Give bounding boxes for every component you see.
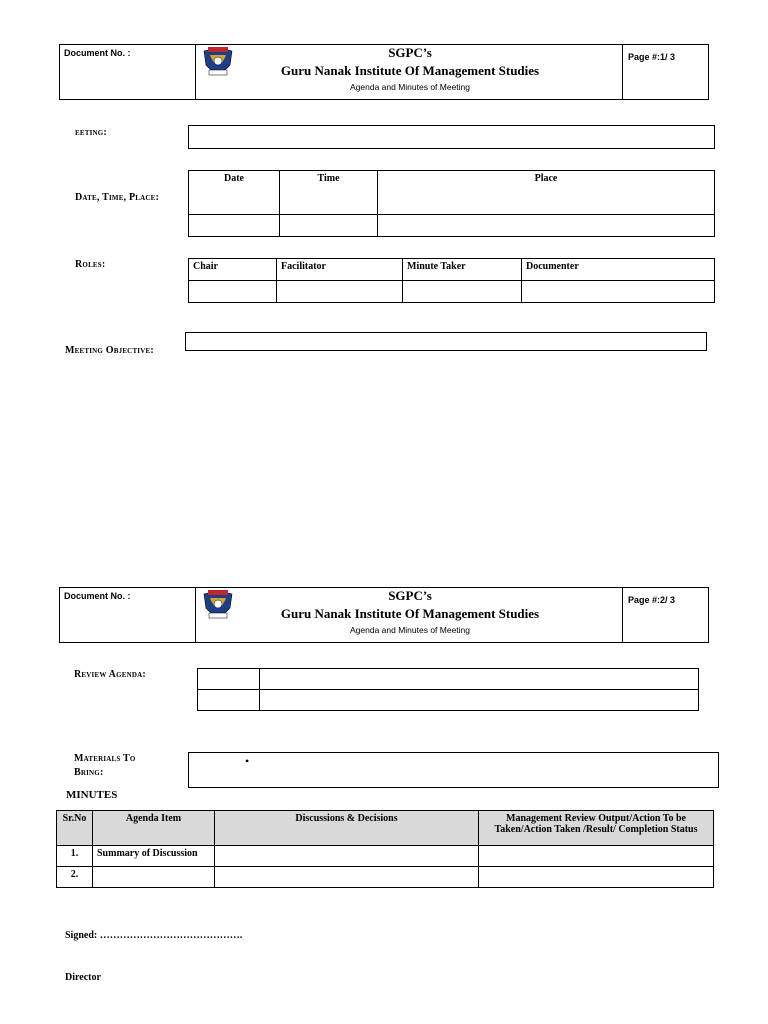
agenda-item-cell[interactable] [93,867,215,888]
page-no-cell [622,588,708,642]
org-line1: SGPC’s [388,45,432,60]
agenda-item-header: Agenda Item [93,811,215,846]
minute-taker-field[interactable] [403,281,522,303]
review-agenda-label: Review Agenda: [74,669,146,680]
documenter-field[interactable] [522,281,715,303]
date-header: Date [189,171,280,215]
sr-no-cell: 1. [57,846,93,867]
review-agenda-no-field[interactable] [198,669,260,690]
table-row [57,867,714,888]
sr-no-header: Sr.No [57,811,93,846]
discussion-cell[interactable] [215,846,479,867]
doc-no-cell [60,588,196,642]
time-header: Time [280,171,378,215]
date-time-place-table [188,170,715,237]
review-agenda-no-field[interactable] [198,690,260,711]
minute-taker-header: Minute Taker [403,259,522,281]
discussions-header: Discussions & Decisions [215,811,479,846]
form-title: Agenda and Minutes of Meeting [349,82,471,92]
meeting-field[interactable] [188,125,715,149]
sr-no-cell: 2. [57,867,93,888]
meeting-label: eeting: [75,127,107,138]
page1-header [59,44,709,100]
form-title: Agenda and Minutes of Meeting [349,625,471,635]
materials-label-line1: Materials To [74,753,136,764]
facilitator-field[interactable] [277,281,403,303]
place-field[interactable] [378,215,715,237]
doc-no-label: Document No. : [64,48,131,58]
facilitator-header: Facilitator [277,259,403,281]
roles-table [188,258,715,303]
page-no-label: Page #:1/ 3 [628,52,676,62]
page-no-label: Page #:2/ 3 [628,595,676,605]
signed-line: Signed: ……………………………………. [65,930,243,941]
org-line2: Guru Nanak Institute Of Management Studies [280,63,540,78]
doc-no-label: Document No. : [64,591,131,601]
materials-bullet: • [245,754,250,768]
org-line1: SGPC’s [388,588,432,603]
review-agenda-table [197,668,699,711]
meeting-objective-label: Meeting Objective: [65,345,154,356]
materials-label-line2: Bring: [74,767,104,778]
agenda-item-cell[interactable]: Summary of Discussion [93,846,215,867]
doc-no-cell [60,45,196,99]
review-agenda-item-field[interactable] [260,690,699,711]
roles-label: Roles: [75,259,106,270]
minutes-table [56,810,714,888]
chair-field[interactable] [189,281,277,303]
materials-field[interactable] [188,752,719,788]
place-header: Place [378,171,715,215]
review-agenda-item-field[interactable] [260,669,699,690]
table-row [57,846,714,867]
output-header: Management Review Output/Action To be Taken/Action Taken /Result/ Completion Status [479,811,714,846]
discussion-cell[interactable] [215,867,479,888]
meeting-objective-field[interactable] [185,332,707,351]
time-field[interactable] [280,215,378,237]
page2-header [59,587,709,643]
page-no-cell [622,45,708,99]
output-cell[interactable] [479,867,714,888]
documenter-header: Documenter [522,259,715,281]
director-label: Director [65,972,101,983]
output-cell[interactable] [479,846,714,867]
date-field[interactable] [189,215,280,237]
minutes-label: MINUTES [66,789,118,801]
chair-header: Chair [189,259,277,281]
org-line2: Guru Nanak Institute Of Management Studies [280,606,540,621]
date-time-place-label: Date, Time, Place: [75,192,160,203]
